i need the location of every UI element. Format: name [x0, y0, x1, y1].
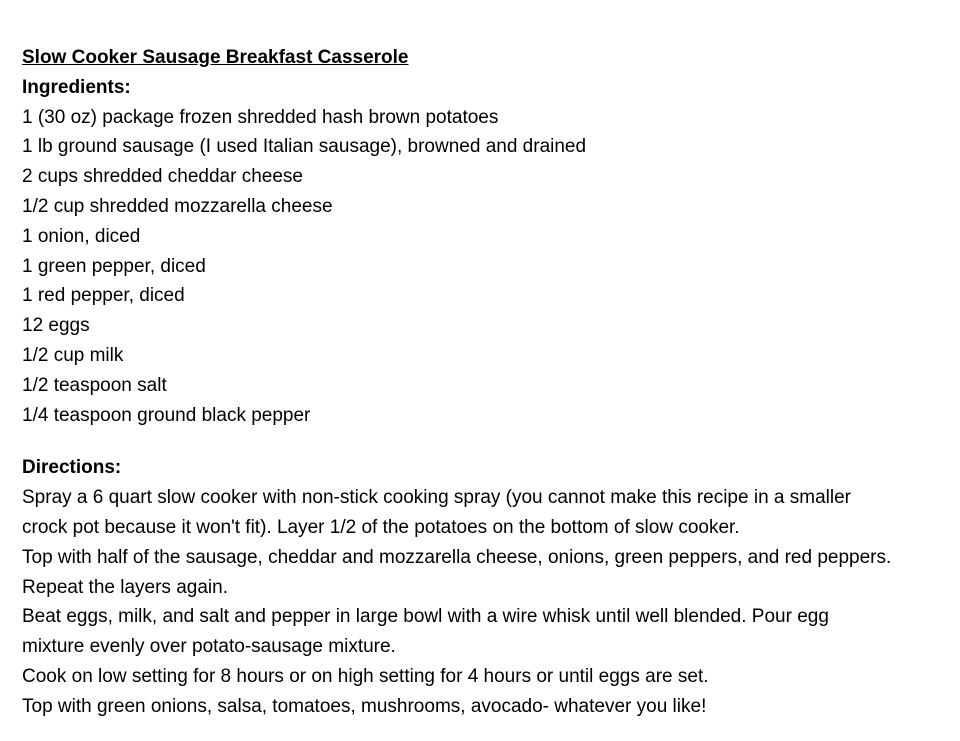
ingredient-item: 12 eggs	[22, 315, 90, 337]
ingredient-item: 1/2 teaspoon salt	[22, 374, 167, 396]
ingredients-list	[22, 103, 940, 431]
directions-line: Spray a 6 quart slow cooker with non-stick cooking spray (you cannot make this recipe in a smaller	[22, 487, 851, 509]
ingredient-item: 1/2 cup shredded mozzarella cheese	[22, 195, 333, 217]
ingredient-item: 1 red pepper, diced	[22, 285, 185, 307]
ingredient-item: 1/2 cup milk	[22, 344, 124, 366]
directions-line: mixture evenly over potato-sausage mixture.	[22, 636, 396, 658]
ingredients-heading: Ingredients:	[22, 76, 131, 98]
recipe-title: Slow Cooker Sausage Breakfast Casserole	[22, 47, 409, 68]
directions-heading: Directions:	[22, 457, 122, 479]
directions-line: Repeat the layers again.	[22, 576, 228, 598]
ingredient-item: 1/4 teaspoon ground black pepper	[22, 404, 311, 426]
directions-line: Top with green onions, salsa, tomatoes, mushrooms, avocado- whatever you like!	[22, 695, 707, 717]
ingredient-item: 2 cups shredded cheddar cheese	[22, 166, 303, 188]
directions-line: Beat eggs, milk, and salt and pepper in large bowl with a wire whisk until well blended. Pour egg	[22, 606, 829, 628]
directions-line: crock pot because it won't fit). Layer 1/2 of the potatoes on the bottom of slow cooker.	[22, 516, 740, 538]
ingredient-item: 1 onion, diced	[22, 225, 141, 247]
ingredient-item: 1 green pepper, diced	[22, 255, 206, 277]
ingredient-item: 1 (30 oz) package frozen shredded hash brown potatoes	[22, 106, 499, 128]
directions-line: Cook on low setting for 8 hours or on high setting for 4 hours or until eggs are set.	[22, 665, 709, 687]
directions-text	[22, 483, 940, 721]
directions-line: Top with half of the sausage, cheddar and mozzarella cheese, onions, green peppers, and red peppers.	[22, 546, 892, 568]
ingredient-item: 1 lb ground sausage (I used Italian sausage), browned and drained	[22, 136, 587, 158]
section-spacer	[22, 430, 940, 453]
